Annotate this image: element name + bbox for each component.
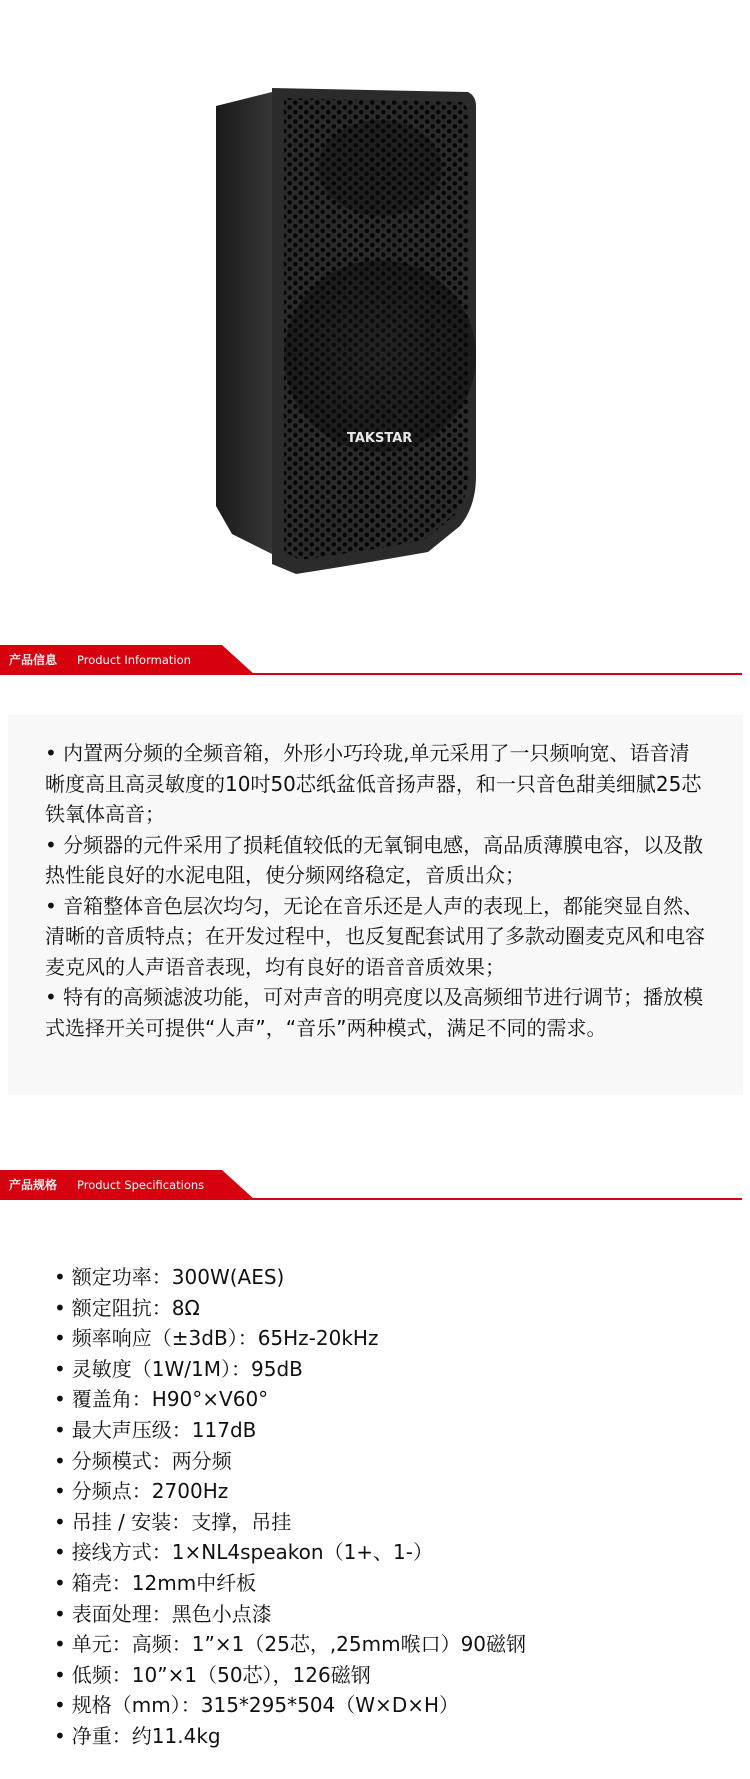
- spec-text: 最大声压级：117dB: [71, 1417, 257, 1442]
- spec-text: 箱壳：12mm中纤板: [71, 1570, 257, 1595]
- spec-text: 频率响应（±3dB）：65Hz-20kHz: [71, 1326, 379, 1351]
- bullet: •: [54, 1479, 66, 1504]
- speaker-side-panel: [216, 90, 280, 558]
- spec-text: 规格（mm）：315*295*504（W×D×H）: [71, 1693, 460, 1718]
- spec-item: [54, 1690, 714, 1721]
- spec-text: 额定功率：300W(AES): [71, 1265, 285, 1289]
- spec-item: [54, 1446, 714, 1477]
- info-paragraph: • 内置两分频的全频音箱，外形小巧玲珑,单元采用了一只频响宽、语音清晰度高且高灵敏度的10吋50芯纸盆低音扬声器，和一只音色甜美细腻25芯铁氧体高音；: [45, 741, 702, 826]
- bullet: •: [54, 1632, 66, 1657]
- bullet: •: [54, 1723, 66, 1748]
- info-paragraph: • 特有的高频滤波功能，可对声音的明亮度以及高频细节进行调节；播放模式选择开关可提供“人声”，“音乐”两种模式，满足不同的需求。: [45, 985, 704, 1040]
- spec-text: 额定阻抗：8Ω: [71, 1295, 200, 1320]
- spec-item: [54, 1323, 714, 1354]
- spec-item: [54, 1599, 714, 1630]
- spec-item: [54, 1629, 714, 1660]
- bullet: •: [54, 1540, 66, 1565]
- section-divider: [0, 673, 742, 675]
- bullet: •: [54, 1326, 66, 1351]
- spec-item: [54, 1476, 714, 1507]
- spec-text: 分频点：2700Hz: [71, 1479, 229, 1504]
- bullet: •: [54, 1693, 66, 1718]
- spec-text: 接线方式：1×NL4speakon（1+、1-）: [71, 1540, 433, 1565]
- spec-text: 覆盖角：H90°×V60°: [71, 1387, 269, 1412]
- section-title-en: Product Information: [77, 653, 191, 667]
- section-header-product-specs: [0, 1170, 750, 1204]
- spec-item: [54, 1660, 714, 1691]
- spec-item: [54, 1262, 714, 1293]
- bullet: •: [54, 1570, 66, 1595]
- spec-list: [54, 1262, 714, 1752]
- section-header-product-info: [0, 645, 750, 679]
- info-paragraph: • 音箱整体音色层次均匀，无论在音乐还是人声的表现上，都能突显自然、清晰的音质特点；在开发过程中，也反复配套试用了多款动圈麦克风和电容麦克风的人声语音表现，均有良好的语音音质效果；: [45, 893, 705, 979]
- bullet: •: [54, 1295, 66, 1320]
- brand-logo: TAKSTAR: [347, 431, 413, 446]
- bullet: •: [54, 1601, 66, 1626]
- bullet: •: [54, 1387, 66, 1412]
- spec-text: 吊挂 / 安装：支撑，吊挂: [71, 1509, 292, 1534]
- spec-item: [54, 1568, 714, 1599]
- section-divider: [0, 1198, 742, 1200]
- bullet: •: [54, 1417, 66, 1442]
- spec-item: [54, 1721, 714, 1752]
- bullet: •: [54, 1356, 66, 1381]
- section-title-cn: 产品信息: [9, 653, 58, 667]
- section-title-en: Product Specifications: [77, 1178, 205, 1192]
- spec-item: [54, 1415, 714, 1446]
- spec-item: [54, 1537, 714, 1568]
- tweeter-horn: [318, 120, 442, 216]
- spec-text: 表面处理：黑色小点漆: [71, 1601, 272, 1626]
- woofer-cone: [284, 260, 476, 452]
- spec-text: 单元：高频：1”×1（25芯，,25mm喉口）90磁钢: [71, 1632, 527, 1657]
- spec-text: 低频：10”×1（50芯），126磁钢: [71, 1662, 371, 1687]
- bullet: •: [54, 1509, 66, 1534]
- bullet: •: [54, 1448, 66, 1473]
- speaker-product-image: [210, 86, 526, 576]
- info-paragraph: • 分频器的元件采用了损耗值较低的无氧铜电感，高品质薄膜电容，以及散热性能良好的水泥电阻，使分频网络稳定，音质出众；: [45, 832, 704, 887]
- product-info-text: [45, 738, 705, 1043]
- spec-text: 净重：约11.4kg: [71, 1723, 221, 1748]
- spec-item: [54, 1507, 714, 1538]
- spec-text: 分频模式：两分频: [71, 1448, 232, 1473]
- spec-item: [54, 1384, 714, 1415]
- bullet: •: [54, 1265, 66, 1289]
- bullet: •: [54, 1662, 66, 1687]
- section-title-cn: 产品规格: [9, 1178, 58, 1192]
- spec-item: [54, 1293, 714, 1324]
- spec-text: 灵敏度（1W/1M）：95dB: [71, 1356, 303, 1381]
- spec-item: [54, 1354, 714, 1385]
